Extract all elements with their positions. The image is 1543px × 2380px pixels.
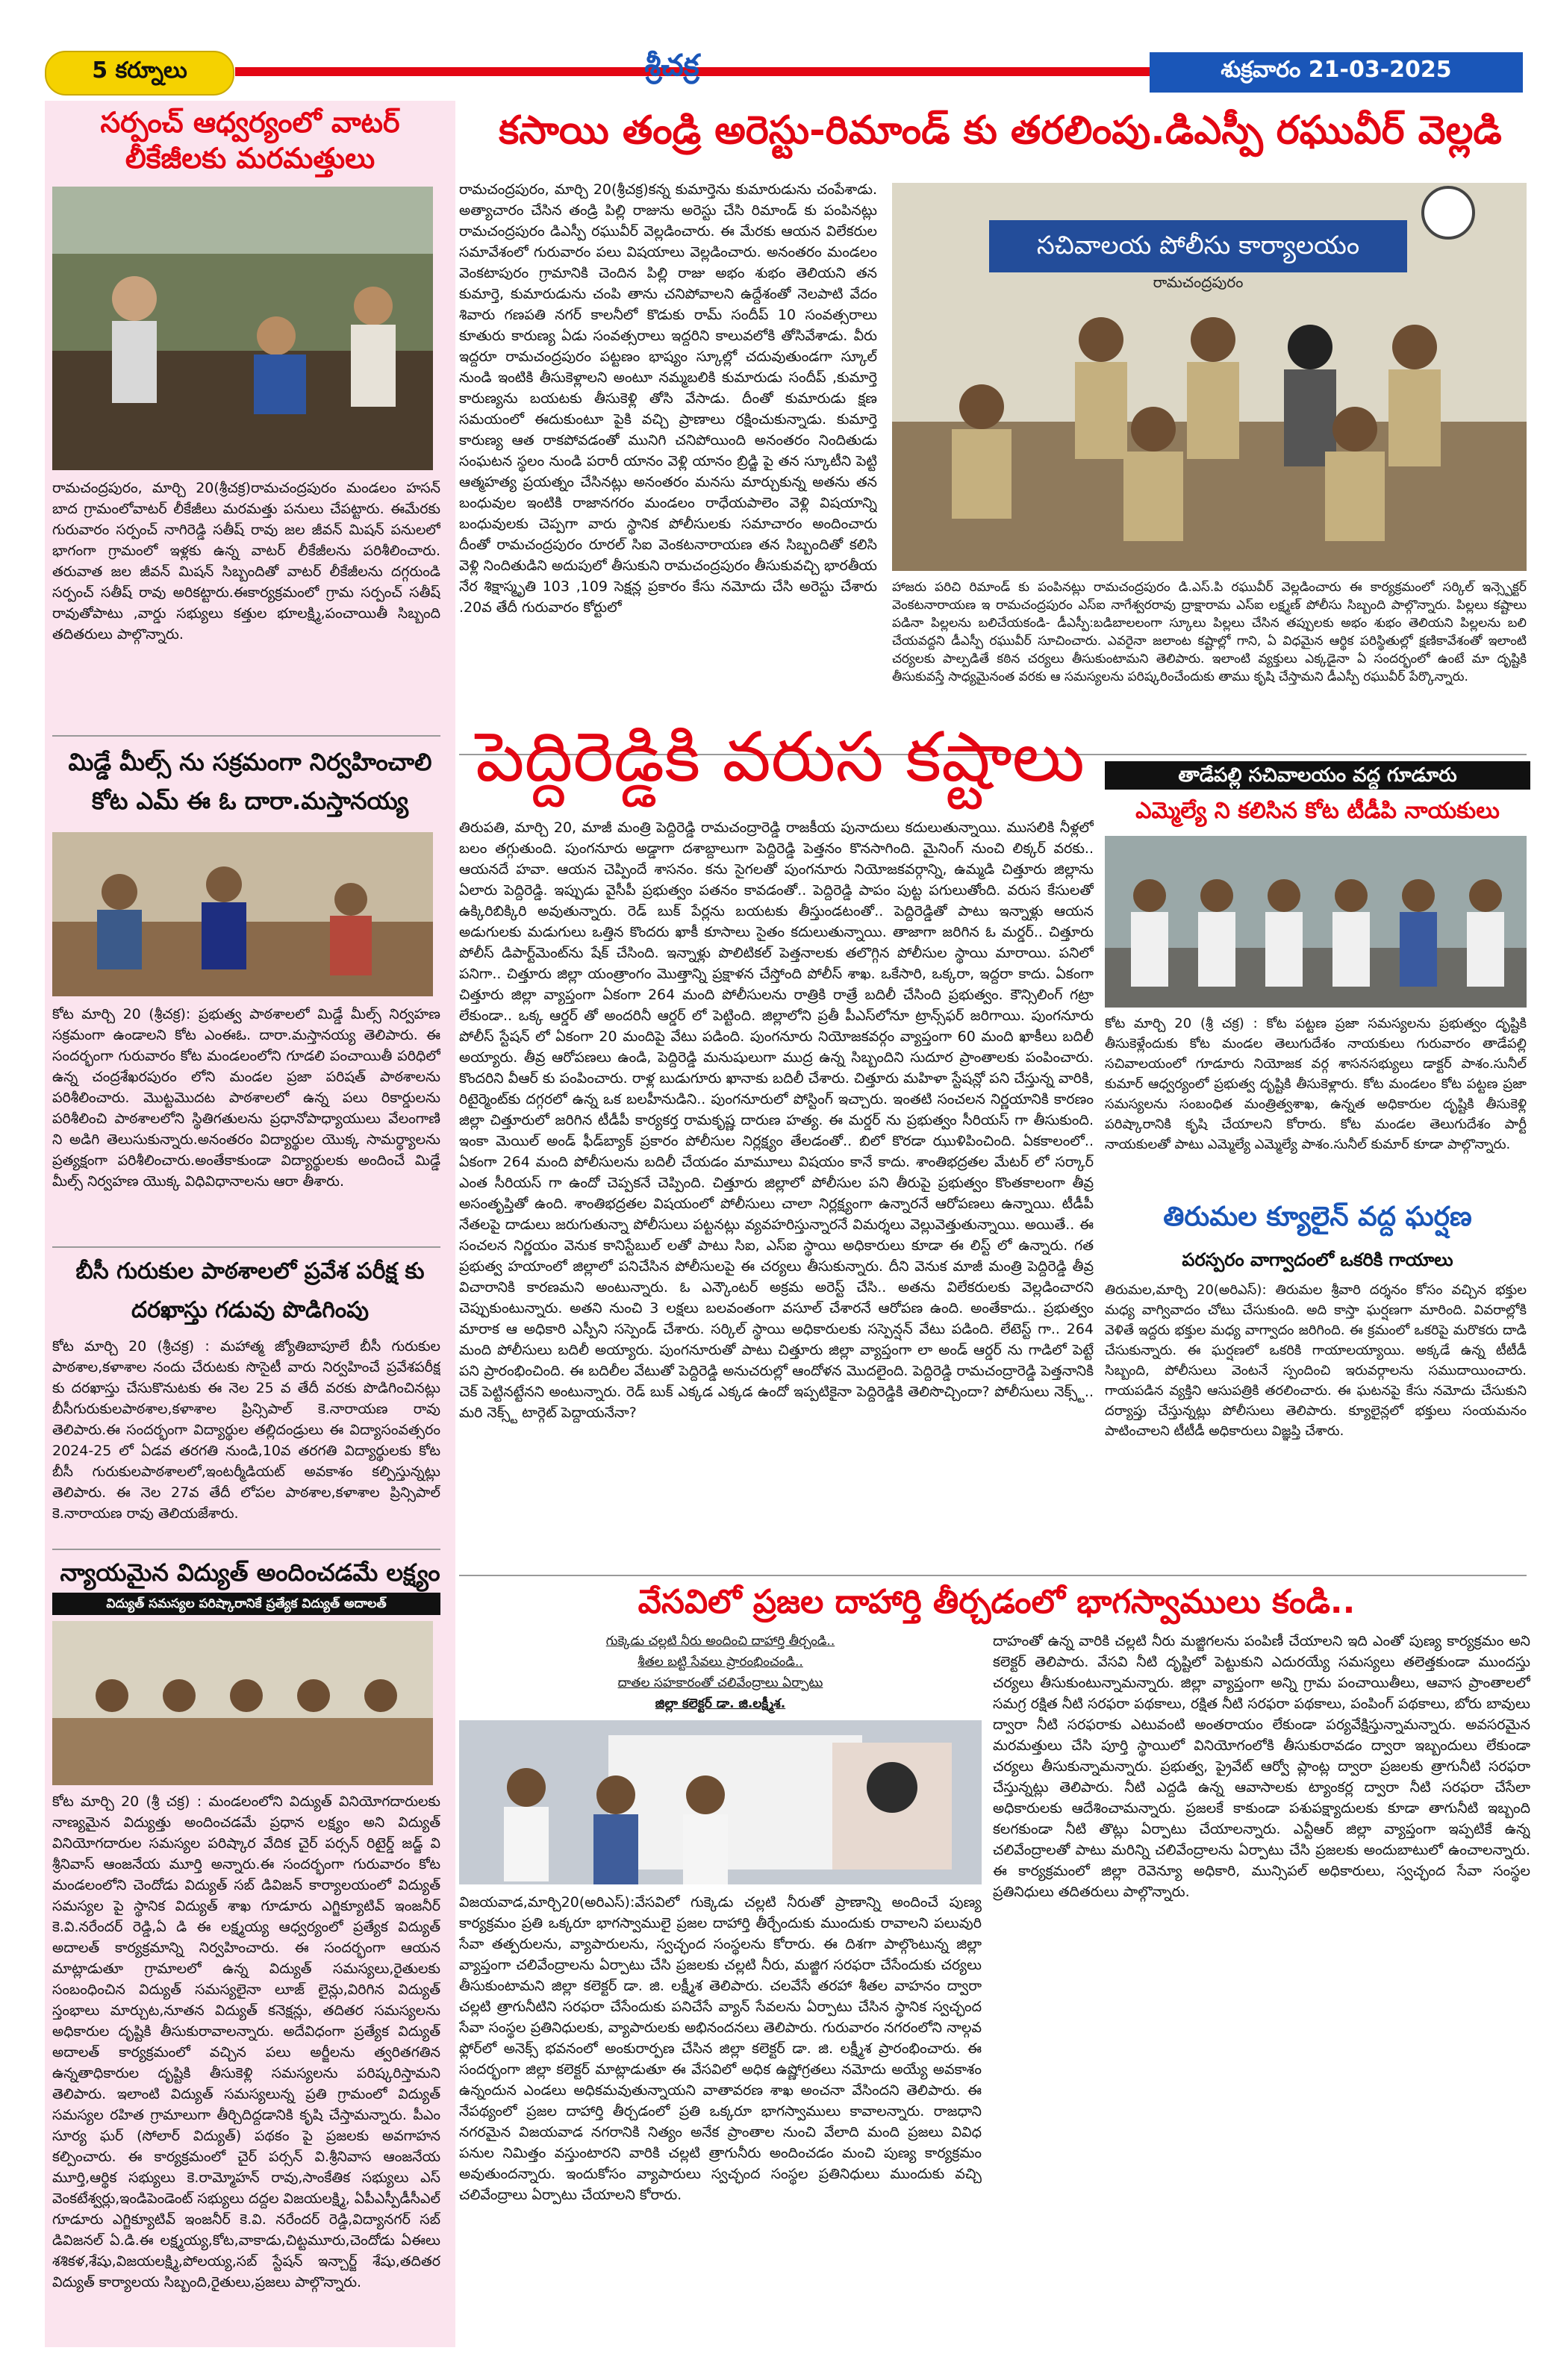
water-headline: వేసవిలో ప్రజల దాహార్తి తీర్చడంలో భాగస్వాములు కండి.. xyxy=(638,1583,1356,1621)
photo-banner-sub: రామచంద్రపురం xyxy=(1153,273,1244,291)
story4-body: కోట మార్చి 20 (శ్రీ చక్ర) : మండలంలోని విద్యుత్ వినియోగదారులకు నాణ్యమైన విద్యుత్తు అందించడమే ప్రధాన లక్ష్యం అని విద్యుత్ వినియోగదారుల సమస్యల పరిష్కార వేదిక చైర్ పర్సన్ రిటైర్డ్ జడ్జ్ వి శ్రీనివాస్ ఆంజనేయ మూర్తి అన్నారు.ఈ సందర్భంగా గురువారం కోట మండలంలోని చెందోడు విద్యుత్ సబ్ డివిజన్ కార్యాలయంలో విద్యుత్ సమస్యల పై స్థానిక విద్యుత్ శాఖ గూడూరు ఎగ్జిక్యూటివ్ ఇంజనీర్ కె.వి.నరేందర్ రెడ్డి,ఏ డి ఈ లక్ష్మయ్య ఆధ్వర్యంలో ప్రత్యేక విద్యుత్ అదాలత్ కార్యక్రమాన్ని నిర్వహించారు. ఈ సందర్భంగా ఆయన మాట్లాడుతూ గ్రామాలలో ఉన్న విద్యుత్ సమస్యలు,రైతులకు సంబంధించిన విద్యుత్ సమస్యలైనా లూజ్ లైన్లు,విరిగిన విద్యుత్ స్తంభాలు మార్చుట,నూతన విద్యుత్ కనెక్షన్లు, తదితర సమస్యలను అధికారుల దృష్టికి తీసుకురావాలన్నారు. అదేవిధంగా ప్రత్యేక విద్యుత్ అదాలత్ కార్యక్రమంలో వచ్చిన పలు అర్జీలను త్వరితగతిన ఉన్నతాధికారుల దృష్టికి తీసుకెళ్లి సమస్యలను పరిష్కరిస్తామని తెలిపారు. ఇలాంటి విద్యుత్ సమస్యలున్న ప్రతి గ్రామంలో విద్యుత్ సమస్యల రహిత గ్రామాలుగా తీర్చిదిద్దడానికి కృషి చేస్తామన్నారు. పీఎం సూర్య ఘర్ (సోలార్ విద్యుత్) పథకం పై ప్రజలకు అవగాహన కల్పించారు. ఈ కార్యక్రమంలో చైర్ పర్సన్ వి.శ్రీనివాస ఆంజనేయ మూర్తి,ఆర్థిక సభ్యులు కె.రామ్మోహన్ రావు,సాంకేతిక సభ్యులు ఎస్ వెంకటేశ్వర్లు,ఇండిపెండెంట్ సభ్యులు దద్దల విజయలక్ష్మి, ఏపీఎస్పీడీసీఎల్ గూడూరు ఎగ్జిక్యూటివ్ ఇంజనీర్ కె.వి. నరేందర్ రెడ్డి,విద్యానగర్ సబ్ డివిజనల్ ఏ.డి.ఈ లక్ష్మయ్య,కోట,వాకాడు,చిట్టమూరు,చెందోడు ఏఈలు శశికళ,శేషు,విజయలక్ష్మి,పోలయ్య,సబ్ స్టేషన్ ఇన్చార్జ్ శేషు,తదితర విద్యుత్ కార్యాలయ సిబ్బంది,రైతులు,ప్రజలు పాల్గొన్నారు. xyxy=(52,1793,440,2290)
story2-headline-line2: కోట ఎమ్ ఈ ఓ దారా.మస్తానయ్య xyxy=(92,787,408,815)
water-subheads xyxy=(459,1631,982,1714)
kota-headline: ఎమ్మెల్యే ని కలిసిన కోట టీడీపి నాయకులు xyxy=(1135,798,1500,824)
story3-body: కోట మార్చి 20 (శ్రీచక్ర) : మహాత్మ జ్యోతిబాపూలే బీసీ గురుకుల పాఠశాల,కళాశాల నందు చేరుటకు సొసైటీ వారు నిర్వహించే ప్రవేశపరీక్ష కు దరఖాస్తు చేసుకొనుటకు ఈ నెల 25 వ తేదీ వరకు పొడిగించినట్లు బీసీగురుకులపాఠశాల,కళాశాల ప్రిన్సిపాల్ కె.నారాయణ రావు తెలిపారు.ఈ సందర్భంగా విద్యార్థుల తల్లిదండ్రులు ఈ విద్యాసంవత్సరం 2024-25 లో ఏడవ తరగతి నుండి,10వ తరగతి విద్యార్థులకు కోట బీసీ గురుకులపాఠశాలలో,ఇంటర్మీడియట్ అవకాశం కల్పిస్తున్నట్లు తెలిపారు. ఈ నెల 27వ తేదీ లోపల పాఠశాల,కళాశాల ప్రిన్సిపాల్ కె.నారాయణ రావు తెలియజేశారు. xyxy=(52,1338,440,1522)
water-cooler-inauguration-photo xyxy=(459,1720,982,1884)
story3-headline-line2: దరఖాస్తు గడువు పొడిగింపు xyxy=(131,1297,370,1323)
top-story-photo xyxy=(892,183,1527,571)
peddireddy-headline: పెద్దిరెడ్డికి వరుస కష్టాలు xyxy=(476,717,1085,797)
story3-headline xyxy=(52,1252,448,1330)
story4-photo xyxy=(52,1621,433,1785)
divider xyxy=(52,735,440,737)
page-label: 5 కర్నూలు xyxy=(45,51,234,96)
newspaper-logo: శ్రీచక్ర xyxy=(644,47,699,83)
electricity-adalat-photo xyxy=(52,1621,433,1785)
water-sub1: గుక్కెడు చల్లటి నీరు అందించి దాహార్తి తీర్చండి.. xyxy=(605,1634,835,1649)
photo-banner: సచివాలయ పోలీసు కార్యాలయం xyxy=(1036,231,1360,260)
issue-date: శుక్రవారం 21-03-2025 xyxy=(1150,52,1523,93)
water-body2: దాహంతో ఉన్న వారికి చల్లటి నీరు మజ్జిగలను పంపిణీ చేయాలని ఇది ఎంతో పుణ్య కార్యక్రమం అని కలెక్టర్ తెలిపారు. వేసవి నీటి దృష్టిలో పెట్టుకుని ఎదురయ్యే సమస్యలు తలెత్తకుండా ముందస్తు చర్యలు తీసుకుంటున్నామన్నారు. జిల్లా వ్యాప్తంగా అన్ని గ్రామ పంచాయితీలు, ఆవాస ప్రాంతాలలో సమగ్ర రక్షిత నీటి సరఫరా పథకాలు, రక్షిత నీటి సరఫరా పథకాలు, పంపింగ్ పథకాలు, బోరు బావులు ద్వారా నీటి సరఫరాకు ఎటువంటి అంతరాయం లేకుండా పర్యవేక్షిస్తున్నామన్నారు. అవసరమైన మరమత్తులు చేసి పూర్తి స్థాయిలో వినియోగంలోకి తీసుకురావడం ద్వారా ఇబ్బందులు లేకుండా చర్యలు తీసుకున్నామన్నారు. ప్రభుత్వ, ప్రైవేట్ ఆర్వో ప్లాంట్ల ద్వారా ప్రజలకు త్రాగునీటి సరఫరా చేస్తున్నట్లు తెలిపారు. నీటి ఎద్దడి ఉన్న ఆవాసాలకు ట్యాంకర్ల ద్వారా నీటి సరఫరా చేసేలా అధికారులకు ఆదేశించామన్నారు. ప్రజలకే కాకుండా పశుపక్ష్యాదులకు కూడా తాగునీటి ఇబ్బంది కలగకుండా నీటి తొట్లు ఏర్పాటు చేయాలన్నారు. ఎన్టీఆర్ జిల్లా వ్యాప్తంగా ఇప్పటికే ఉన్న చలివేంద్రాలతో పాటు మరిన్ని చలివేంద్రాలను ఏర్పాటు చేసి ప్రజలకు అందుబాటులో ఉంచాలన్నారు. ఈ కార్యక్రమంలో జిల్లా రెవెన్యూ అధికారి, మున్సిపల్ అధికారులు, స్వచ్ఛంద సేవా సంస్థల ప్రతినిధులు తదితరులు పాల్గొన్నారు. xyxy=(993,1633,1530,1900)
tdp-leaders-meeting-photo xyxy=(1105,836,1527,1008)
masthead xyxy=(0,0,1543,90)
story2-photo xyxy=(52,832,433,996)
story3-headline-line1: బీసీ గురుకుల పాఠశాలలో ప్రవేశ పరీక్ష కు xyxy=(75,1258,425,1284)
masthead-rule xyxy=(235,67,1280,76)
story2-body: కోట మార్చి 20 (శ్రీచక్ర): ప్రభుత్వ పాఠశాలలో మిడ్డే మీల్స్ నిర్వహణ సక్రమంగా ఉండాలని కోట ఎంఈఓ. దారా.మస్తానయ్య తెలిపారు. ఈ సందర్భంగా గురువారం కోట మండలంలోని గూడలి పంచాయితీ పరిధిలో ఉన్న చంద్రశేఖరపురం లోని మండల ప్రజా పరిషత్ పాఠశాలను పరిశీలించారు. మొట్టమొదట పాఠశాలలో ఉన్న పలు రికార్డులను పరిశీలించి పాఠశాలలోని స్థితిగతులను ప్రధానోపాధ్యాయులు వేలంగాణి ని అడిగి తెలుసుకున్నారు.అనంతరం విద్యార్థుల యొక్క సామర్థ్యాలను ప్రత్యక్షంగా పరిశీలించారు.అంతేకాకుండా విద్యార్థులకు అందించే మిడ్డే మీల్స్ నిర్వహణ యొక్క విధివిధానాలను ఆరా తీశారు. xyxy=(52,1006,440,1190)
water-photo xyxy=(459,1720,982,1884)
top-story-body: రామచంద్రపురం, మార్చి 20(శ్రీచక్ర)కన్న కుమార్తెను కుమారుడును చంపేశాడు. అత్యాచారం చేసిన తండ్రి పిల్లి రాజును అరెస్టు చేసి రిమాండ్ కు పంపినట్లు రామచంద్రపురం డిఎస్పీ రఘువీర్ వెల్లడించారు. ఈ మేరకు ఆయన విలేకరుల సమావేశంలో గురువారం పలు విషయాలు వెల్లడించారు. అనంతరం మండలం వెంకటాపురం గ్రామానికి చెందిన పిల్లి రాజు అభం శుభం తెలియని తన కుమార్తె, కుమారుడును చంపి తాను చనిపోవాలని ఉద్దేశంతో నెలపాటి వేదం శివారు గణపతి నగర్ కాలనీలో కొడుకు రామ్ సందీప్ 10 సంవత్సరాలు కూతురు కారుణ్య ఏడు సంవత్సరాలు ఇద్దరిని కాలువలోకి తోసివేశాడు. వీరు ఇద్దరూ రామచంద్రపురం పట్టణం భాష్యం స్కూల్లో చదువుతుండగా స్కూల్ నుండి ఇంటికి తీసుకెళ్లాలని అంటూ నమ్మబలికి కుమారుడు సందీప్ ,కుమార్తె కారుణ్యను బయటకు తీసుకెళ్లి తోసి వేసాడు. దీంతో కుమారుడు క్షణ సమయంలో ఈదుకుంటూ పైకి వచ్చి ప్రాణాలు రక్షించుకున్నాడు. కుమార్తె కారుణ్య ఆత రాకపోవడంతో మునిగి చనిపోయింది అనంతరం నిందితుడు సంఘటన స్థలం నుండి పరారీ యానం వెళ్లి యానం బ్రిడ్జి పై తన స్కూటీని పెట్టి ఆత్మహత్య ప్రయత్నం చేసినట్లు అనంతరం మనసు మార్చుకున్న అతను తన బంధువుల ఇంటికి రాజానగరం మండలం రాధేయపాలెం వెళ్లి విషయాన్ని బంధువులకు చెప్పగా వారు స్థానిక పోలీసులకు సమాచారం అందించారు దీంతో రామచంద్రపురం రూరల్ సిఐ వెంకటనారాయణ తన సిబ్బందితో కలిసి వెళ్లి నిందితుడిని అదుపులో తీసుకుని రామచంద్రపురం తీసుకువచ్చి భారతీయ నేర శిక్షాస్మృతి 103 ,109 సెక్షన్ల ప్రకారం కేసు నమోదు చేసి అరెస్టు చేశారు .20వ తేదీ గురువారం కోర్టులో xyxy=(459,181,877,616)
water-sub4: జిల్లా కలెక్టర్ డా. జి.లక్ష్మీశ. xyxy=(655,1696,786,1711)
story2-headline xyxy=(52,743,448,820)
water-sub2: శీతల బట్టి సేవలు ప్రారంభించండి.. xyxy=(638,1655,803,1670)
water-sub3: దాతల సహకారంతో చలివేంద్రాలు ఏర్పాటు xyxy=(617,1675,823,1690)
water-body1: విజయవాడ,మార్చి20(అరిఎస్):వేసవిలో గుక్కెడు చల్లటి నీరుతో ప్రాణాన్ని అందించే పుణ్య కార్యక్రమం ప్రతి ఒక్కరూ భాగస్వాములై ప్రజల దాహార్తి తీర్చేందుకు ముందుకు రావాలని పలువురి సేవా తత్పరులను, వ్యాపారులను, స్వచ్ఛంద సంస్థలను కోరారు. ఈ దిశగా పాల్గొంటున్న జిల్లా వ్యాప్తంగా చలివేంద్రాలను ఏర్పాటు చేసి ప్రజలకు చల్లటి నీరు, మజ్జిగ సరఫరా చేసేందుకు చర్యలు తీసుకుంటామని జిల్లా కలెక్టర్ డా. జి. లక్ష్మీశ తెలిపారు. చలవేసే తరహా శీతల వాహనం ద్వారా చల్లటి త్రాగునీటిని సరఫరా చేసేందుకు పనిచేసే వ్యాన్ సేవలను ఏర్పాటు చేసిన స్థానిక స్వచ్ఛంద సేవా సంస్థల ప్రతినిధులకు, వ్యాపారులకు అభినందనలు తెలిపారు. గురువారం నగరంలోని నాల్గవ ఫ్లోర్‌లో అనెక్స్ భవనంలో అంకురార్పణ చేసిన జిల్లా కలెక్టర్ డా. జి. లక్ష్మీశ ప్రారంభించారు. ఈ సందర్భంగా జిల్లా కలెక్టర్ మాట్లాడుతూ ఈ వేసవిలో అధిక ఉష్ణోగ్రతలు నమోదు అయ్యే అవకాశం ఉన్నందున ఎండలు అధికమవుతున్నాయని వాతావరణ శాఖ అంచనా వేసిందని తెలిపారు. ఈ నేపథ్యంలో ప్రజల దాహార్తి తీర్చడంలో ప్రతి ఒక్కరూ భాగస్వాములు కావాలన్నారు. రాజధాని నగరమైన విజయవాడ నగరానికి నిత్యం అనేక ప్రాంతాల నుంచి వేలాది మంది ప్రజలు వివిధ పనుల నిమిత్తం వస్తుంటారని వారికి చల్లటి త్రాగునీరు అందించడం మంచి పుణ్య కార్యక్రమం అవుతుందన్నారు. ఇందుకోసం వ్యాపారులు స్వచ్ఛంద సంస్థల ప్రతినిధులు ముందుకు వచ్చి చలివేంద్రాలు ఏర్పాటు చేయాలని కోరారు. xyxy=(459,1894,982,2203)
top-story-headline: కసాయి తండ్రి అరెస్టు-రిమాండ్ కు తరలింపు.డిఎస్పీ రఘువీర్ వెల్లడి xyxy=(499,108,1502,153)
story1-headline xyxy=(52,104,448,176)
tirumala-body: తిరుమల,మార్చి 20(అరిఎస్): తిరుమల శ్రీవారి దర్శనం కోసం వచ్చిన భక్తుల మధ్య వాగ్వివాదం చోటు చేసుకుంది. అది కాస్తా ఘర్షణగా మారింది. వివరాల్లోకి వెళితే ఇద్దరు భక్తుల మధ్య వాగ్వాదం జరిగింది. ఈ క్రమంలో ఒకరిపై మరొకరు దాడి చేసుకున్నారు. ఈ ఘర్షణలో ఒకరికి గాయాలయ్యాయి. అక్కడే ఉన్న టీటీడీ సిబ్బంది, పోలీసులు వెంటనే స్పందించి ఇరువర్గాలను సముదాయించారు. గాయపడిన వ్యక్తిని ఆసుపత్రికి తరలించారు. ఈ ఘటనపై కేసు నమోదు చేసుకుని దర్యాప్తు చేస్తున్నట్లు పోలీసులు తెలిపారు. క్యూలైన్లలో భక్తులు సంయమనం పాటించాలని టీటీడీ అధికారులు విజ్ఞప్తి చేశారు. xyxy=(1105,1282,1527,1439)
top-story-caption: హాజరు పరిచి రిమాండ్ కు పంపినట్లు రామచంద్రపురం డి.ఎస్.పి రఘువీర్ వెల్లడించారు ఈ కార్యక్రమంలో సర్కిల్ ఇన్స్పెక్టర్ వెంకటనారాయణ ఇ రామచంద్రపురం ఎస్ఐ నాగేశ్వరరావు ద్రాక్షారామ ఎస్ఐ లక్ష్మణ్ పోలీసు సిబ్బంది పాల్గొన్నారు. పిల్లలు కష్టాలు పడినా పిల్లలను బలిచేయకండి- డీఎస్పీ:బడిబాలలంగా స్కూలు పిల్లలు చేసిన తప్పులకు అభం శుభం తెలియని పిల్లలను బలి చేయవద్దని డీఎస్పీ రఘువీర్ సూచించారు. ఎవరైనా జలాంట కష్టాల్లో గాని, ఏ విధమైన ఆర్థిక పరిస్థితుల్లో క్షణికావేశంతో ఇలాంటి చర్యలకు పాల్పడితే కఠిన చర్యలు తీసుకుంటామని తెలిపారు. ఇలాంటి వ్యక్తులు ఎక్కడైనా ఏ సందర్భంలో ఉంటే మా దృష్టికి తీసుకువస్తే సాధ్యమైనంత వరకు ఆ సమస్యలను పరిష్కరించేందుకు తాము కృషి చేస్తామని డీఎస్పీ రఘువీర్ పేర్కొన్నారు. xyxy=(892,580,1527,684)
peddireddy-body: తిరుపతి, మార్చి 20, మాజీ మంత్రి పెద్దిరెడ్డి రామచంద్రారెడ్డి రాజకీయ పునాదులు కదులుతున్నాయి. ముసలికి నీళ్లలో బలం తగ్గుతుంది. పుంగనూరు అడ్డాగా దశాబ్దాలుగా పెద్దిరెడ్డి పెత్తనం కొనసాగింది. మైనింగ్ నుంచి లిక్కర్ వరకు.. ఆయనదే హవా. ఆయన చెప్పిందే శాసనం. కను సైగలతో పుంగనూరు నియోజకవర్గాన్ని, ఉమ్మడి చిత్తూరు జిల్లాను ఏలారు పెద్దిరెడ్డి. ఇప్పుడు వైసీపీ ప్రభుత్వం పతనం కావడంతో.. పెద్దిరెడ్డి పాపం పుట్ట పగులుతోంది. వరుస కేసులతో ఉక్కిరిబిక్కిరి అవుతున్నారు. రెడ్ బుక్ పేర్లను బయటకు తీస్తుండటంతో.. పెద్దిరెడ్డితో పాటు ఇన్నాళ్లు ఆయన అడుగులకు మడుగులు ఒత్తిన కొందరు ఖాకీ కూసాలు సైతం కదులుతున్నాయి. తాజాగా జరిగిన ఓ మర్డర్.. చిత్తూరు పోలీస్ డిపార్ట్‌మెంట్‌ను షేక్ చేసింది. ఇన్నాళ్లు పొలిటికల్ పెత్తనాలకు తలొగ్గిన పోలీసుల స్థాయి మారాయి. పనిలో పనిగా.. చిత్తూరు జిల్లా యంత్రాంగం మొత్తాన్ని ప్రక్షాళన చేస్తోంది పోలీస్ శాఖ. ఒకేసారి, ఒక్కరా, ఇద్దరా కాదు. ఏకంగా చిత్తూరు జిల్లా వ్యాప్తంగా ఏకంగా 264 మంది పోలీసులను రాత్రికి రాత్రే బదిలీ చేసింది ప్రభుత్వం. కౌన్సిలింగ్ గట్రా లేకుండా.. ఒక్క ఆర్డర్ తో అందరినీ ఆర్డర్ లో పెట్టింది. జిల్లాలోని ప్రతీ పీఎస్‌లోనూ ట్రాన్స్‌ఫర్ జరిగాయి. పుంగనూరు పోలీస్ స్టేషన్ లో ఏకంగా 20 మందిపై వేటు పడింది. పుంగనూరు నియోజకవర్గం వ్యాప్తంగా 60 మంది ఖాకీలు బదిలీ అయ్యారు. తీవ్ర ఆరోపణలు ఉండి, పెద్దిరెడ్డి మనుషులుగా ముద్ర ఉన్న సిబ్బందిని సుదూర ప్రాంతాలకు పంపించారు. కొందరిని వీఆర్ కు పంపించారు. రాళ్ల బుడుగూరు ఖానాకు బదిలీ చేశారు. చిత్తూరు మహిళా స్టేషన్లో పని చేస్తున్న వారికి, రిటైర్మెంట్‌కు దగ్గరలో ఉన్న ఒక బలహీనుడిని.. పుంగనూరులో పోస్టింగ్ ఇచ్చారు. ఇంతటి సంచలన నిర్ణయానికి కారణం జిల్లా చిత్తూరులో జరిగిన టీడీపీ కార్యకర్త రామకృష్ణ దారుణ హత్య. ఈ మర్డర్ ను ప్రభుత్వం సీరియస్ గా తీసుకుంది. ఇంకా మెయిల్ అండ్ ఫీడ్‌బ్యాక్ ప్రకారం పోలీసుల నిర్లక్ష్యం తేలడంతో.. బిలో కొరడా ఝుళిపించింది. ఏకకాలంలో.. ఏకంగా 264 మంది పోలీసులను బదిలీ చేయడం మామూలు విషయం కానే కాదు. శాంతిభద్రతల మేటర్ లో సర్కార్ ఎంత సీరియస్ గా ఉందో చెప్పకనే చెప్పింది. చిత్తూరు జిల్లాలో పోలీసుల పని తీరుపై ప్రభుత్వం కొంతకాలంగా తీవ్ర అసంతృప్తితో ఉంది. శాంతిభద్రతల విషయంలో పోలీసులు చాలా నిర్లక్ష్యంగా ఉన్నారనే ఆరోపణలు ఉన్నాయి. టీడీపీ నేతలపై దాడులు జరుగుతున్నా పోలీసులు పట్టనట్లు వ్యవహరిస్తున్నారనే విమర్శలు వెల్లువెత్తుతున్నాయి. అయితే.. ఈ సంచలన నిర్ణయం వెనుక కానిస్టేబుల్ లతో పాటు సిఐ, ఎస్ఐ స్థాయి అధికారులు కూడా ఈ లిస్ట్ లో ఉన్నారు. గత ప్రభుత్వ హయాంలో జిల్లాలో పనిచేసిన పోలీసులపై ఈ చర్యలు తీసుకున్నారు. దీని వెనుక మాజీ మంత్రి పెద్దిరెడ్డి తీవ్ర విచారానికి కారణమని అంటున్నారు. ఓ ఎన్కౌంటర్ అక్రమ అరెస్ట్ చేసి.. అతను విలేకరులకు వెల్లడించారని చెప్పుకుంటున్నారు. అతని నుంచి 3 లక్షలు బలవంతంగా వసూల్ చేశారనే ఆరోపణ ఉంది. అంతేకాదు.. ప్రభుత్వం మారాక ఆ అధికారి ఎస్పీని సస్పెండ్ చేశారు. సర్కిల్ స్థాయి అధికారులకు సస్పెన్షన్ వేటు పడింది. లేటెస్ట్ గా.. 264 మంది పోలీసులు బదిలీ అయ్యారు. పుంగనూరుతో పాటు చిత్తూరు జిల్లా వ్యాప్తంగా లా అండ్ ఆర్డర్ ను గాడిలో పెట్టే పని ప్రారంభించింది. ఈ బదిలీల వేటుతో పెద్దిరెడ్డి అనుచరుల్లో ఆందోళన మొదలైంది. పెద్దిరెడ్డి రామచంద్రారెడ్డి పెత్తనానికి చెక్ పెట్టినట్టేనని అంటున్నారు. రెడ్ బుక్ ఎక్కడ ఎక్కడ ఉందో ఇప్పటికైనా పెద్దిరెడ్డికి తెలిసొచ్చిందా? పోలీసులు నెక్స్ట్.. మరి నెక్స్ట్ టార్గెట్ పెద్దాయనేనా? xyxy=(459,819,1094,1421)
story2-headline-line1: మిడ్డే మీల్స్ ను సక్రమంగా నిర్వహించాలి xyxy=(68,748,432,776)
story1-photo xyxy=(52,187,433,470)
tirumala-subhead: పరస్పరం వాగ్వాదంలో ఒకరికి గాయాలు xyxy=(1182,1249,1453,1270)
police-press-meet-photo xyxy=(892,183,1527,571)
story1-headline-line2: లీకేజీలకు మరమత్తులు xyxy=(125,142,375,175)
tirumala-headline: తిరుమల క్యూలైన్ వద్ద ఘర్షణ xyxy=(1163,1202,1472,1232)
story1-body: రామచంద్రపురం, మార్చి 20(శ్రీచక్ర)రామచంద్రపురం మండలం హసన్ బాద గ్రామంలోవాటర్ లీకేజీలు మరమత్తు పనులు చేపట్టారు. ఈమేరకు గురువారం సర్పంచ్ నాగిరెడ్డి సతీష్ రావు జల జీవన్ మిషన్ పనులలో భాగంగా గ్రామంలో ఇళ్లకు ఉన్న వాటర్ లీకేజీలను పరిశీలించారు. తరువాత జల జీవన్ మిషన్ సిబ్బందితో వాటర్ లీకేజీలను దగ్గరుండి సర్పంచ్ సతీష్ రావు అరికట్టారు.ఈకార్యక్రమంలో గ్రామ సర్పంచ్ సతీష్ రావుతోపాటు ,వార్డు సభ్యులు కత్తుల భూలక్ష్మి,పంచాయితీ సిబ్బంది తదితరులు పాల్గొన్నారు. xyxy=(52,480,440,643)
divider xyxy=(459,1575,1527,1576)
kota-kicker: తాడేపల్లి సచివాలయం వద్ద గూడూరు xyxy=(1105,761,1530,790)
school-visit-photo xyxy=(52,832,433,996)
workers-repair-photo xyxy=(52,187,433,470)
kota-body: కోట మార్చి 20 (శ్రీ చక్ర) : కోట పట్టణ ప్రజా సమస్యలను ప్రభుత్వం దృష్టికి తీసుకెళ్లేందుకు కోట మండల తెలుగుదేశం నాయకులు గురువారం తాడేపల్లి సచివాలయంలో గూడూరు నియోజక వర్గ శాసనసభ్యులు డాక్టర్ పాశం.సునీల్ కుమార్ ఆధ్వర్యంలో ప్రభుత్వ దృష్టికి తీసుకెళ్లారు. కోట మండలం కోట పట్టణ ప్రజా సమస్యలను సంబంధిత మంత్రిత్వశాఖ, ఉన్నత అధికారుల దృష్టికి తీసుకెళ్లి పరిష్కారానికి కృషి చేయాలని కోరారు. కోట మండల తెలుగుదేశం పార్టీ నాయకులతో పాటు ఎమ్మెల్యే ఎమ్మెల్యే పాశం.సునీల్ కుమార్ కూడా పాల్గొన్నారు. xyxy=(1105,1016,1527,1152)
story1-headline-line1: సర్పంచ్ ఆధ్వర్యంలో వాటర్ xyxy=(100,106,400,139)
divider xyxy=(52,1246,440,1248)
kota-photo xyxy=(1105,836,1527,1008)
story4-headline: న్యాయమైన విద్యుత్ అందించడమే లక్ష్యం xyxy=(60,1558,440,1587)
story4-subhead: విద్యుత్ సమస్యల పరిష్కారానికే ప్రత్యేక విద్యుత్ అదాలత్ xyxy=(52,1593,440,1615)
divider xyxy=(52,1549,440,1550)
